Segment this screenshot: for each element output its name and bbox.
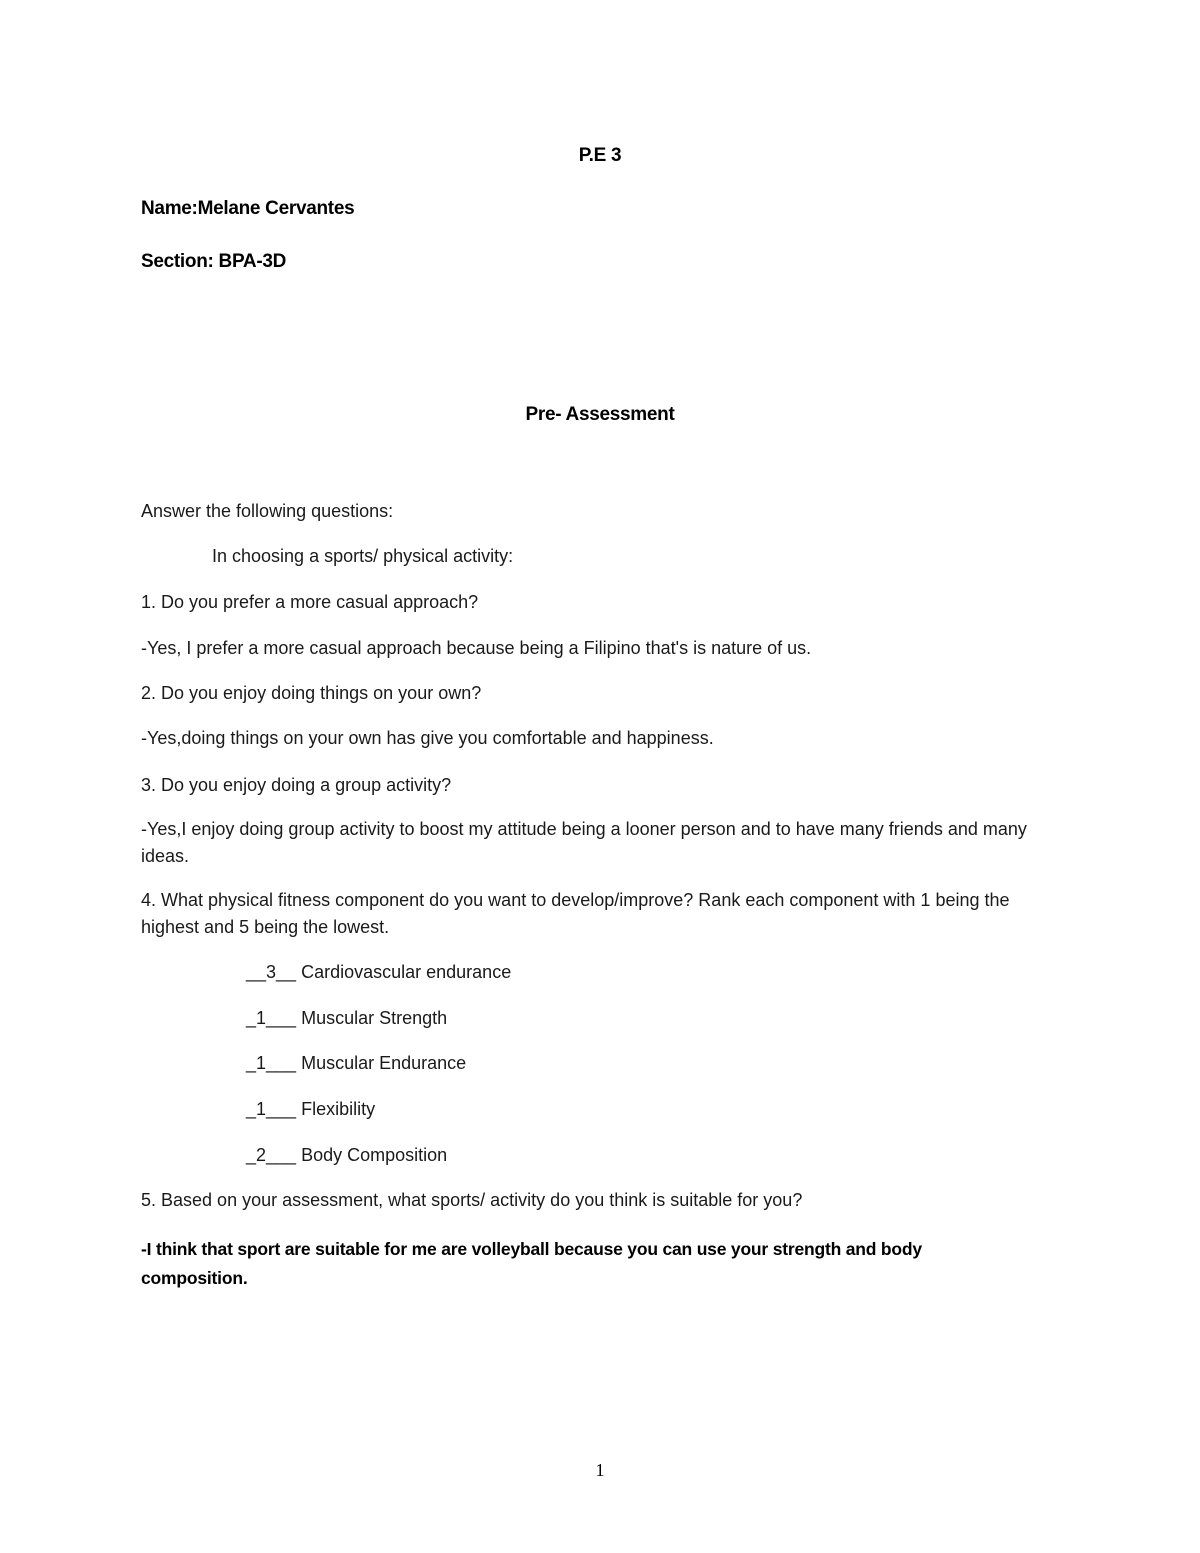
question-4: 4. What physical fitness component do you want to develop/improve? Rank each component with 1 being the highest and 5 being the lowest. [141, 890, 1010, 937]
page-title: Pre- Assessment [525, 404, 675, 425]
answer-2: -Yes,doing things on your own has give you comfortable and happiness. [141, 728, 714, 748]
ranking-item [246, 962, 511, 983]
ranking-component: Flexibility [301, 1099, 376, 1119]
ranking-item [246, 1053, 466, 1074]
question-5: 5. Based on your assessment, what sports/ activity do you think is suitable for you? [141, 1190, 803, 1210]
ranking-item [246, 1145, 447, 1166]
question-3: 3. Do you enjoy doing a group activity? [141, 775, 452, 795]
ranking-blank: _1___ [246, 1053, 297, 1073]
ranking-item [246, 1008, 447, 1029]
answer-1: -Yes, I prefer a more casual approach because being a Filipino that's is nature of us. [141, 638, 812, 658]
ranking-blank: _1___ [246, 1099, 297, 1119]
ranking-blank: _1___ [246, 1008, 297, 1028]
answer-3: -Yes,I enjoy doing group activity to boost my attitude being a looner person and to have many friends and many ideas. [141, 819, 1027, 866]
page-number: 1 [595, 1460, 605, 1480]
ranking-component: Muscular Strength [301, 1008, 448, 1028]
ranking-component: Body Composition [301, 1145, 448, 1165]
student-name: Name:Melane Cervantes [141, 198, 355, 219]
answer-5: -I think that sport are suitable for me are volleyball because you can use your strength and body composition. [141, 1239, 922, 1288]
sub-instruction: In choosing a sports/ physical activity: [212, 546, 514, 566]
ranking-blank: _2___ [246, 1145, 297, 1165]
ranking-component: Cardiovascular endurance [301, 962, 512, 982]
ranking-component: Muscular Endurance [301, 1053, 467, 1073]
ranking-blank: __3__ [246, 962, 297, 982]
student-section: Section: BPA-3D [141, 251, 287, 272]
ranking-item [246, 1099, 375, 1120]
course-title: P.E 3 [578, 145, 622, 166]
instructions: Answer the following questions: [141, 501, 394, 521]
question-2: 2. Do you enjoy doing things on your own? [141, 683, 482, 703]
question-1: 1. Do you prefer a more casual approach? [141, 592, 479, 612]
